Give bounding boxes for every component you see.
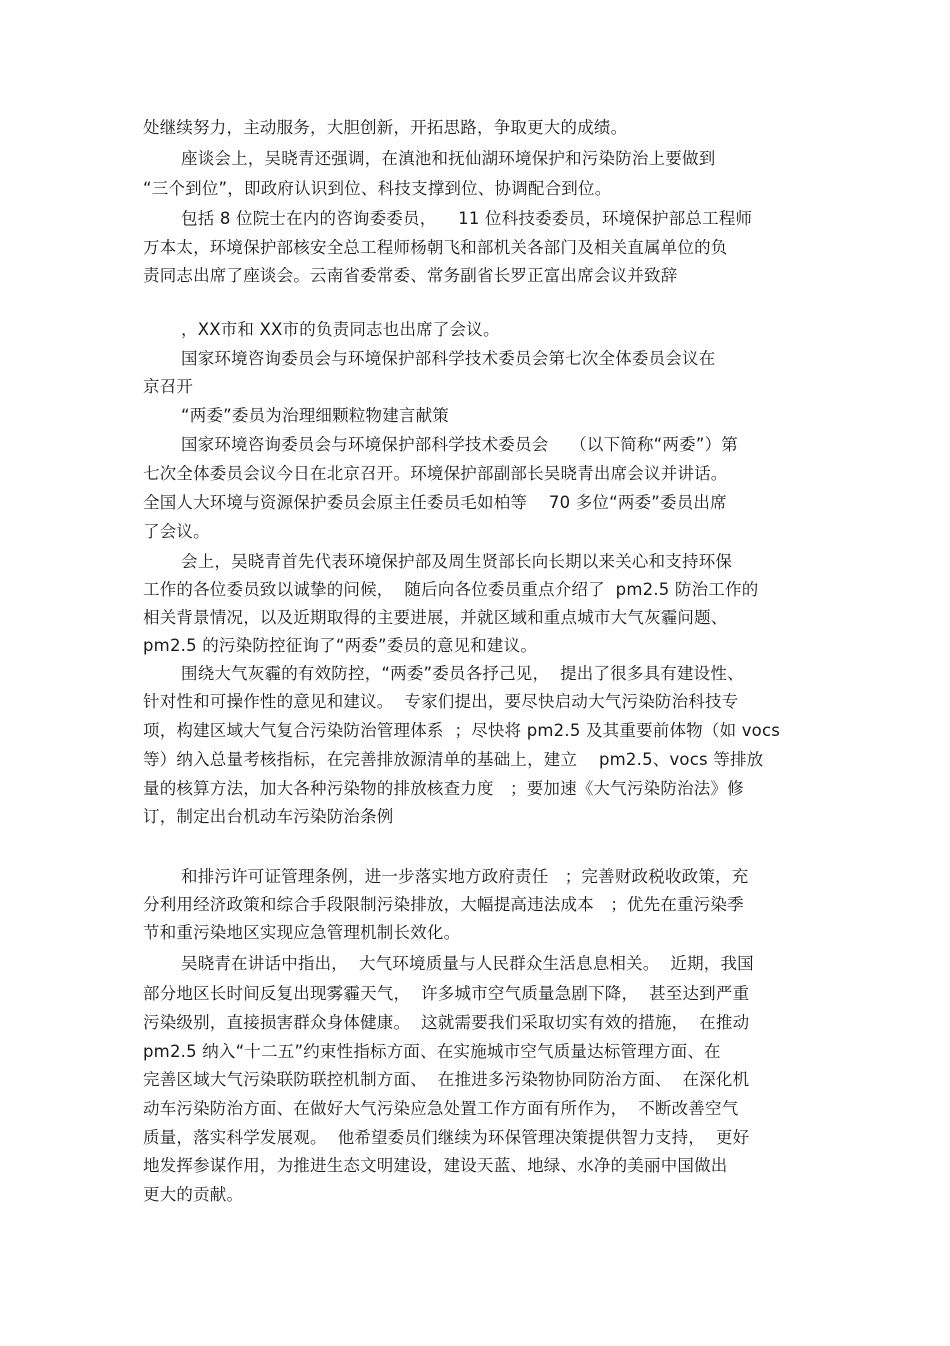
text-line: pm2.5 纳入“十二五”约束性指标方面、在实施城市空气质量达标管理方面、在 <box>143 1042 721 1061</box>
text-line: 七次全体委员会议今日在北京召开。环境保护部副部长吴晓青出席会议并讲话。 <box>143 464 728 483</box>
text-line: 处继续努力，主动服务，大胆创新，开拓思路，争取更大的成绩。 <box>143 118 628 137</box>
text-line: 吴晓青在讲话中指出， 大气环境质量与人民群众生活息息相关。 近期，我国 <box>181 954 754 973</box>
text-line: ，XX市和 XX市的负责同志也出席了会议。 <box>181 320 500 339</box>
text-line: 订，制定出台机动车污染防治条例 <box>143 807 394 826</box>
text-line: 围绕大气灰霾的有效防控，“两委”委员各抒己见， 提出了很多具有建设性、 <box>181 664 744 683</box>
text-line: 工作的各位委员致以诚挚的问候， 随后向各位委员重点介绍了 pm2.5 防治工作的 <box>143 580 759 599</box>
text-line: 动车污染防治方面、在做好大气污染应急处置工作方面有所作为， 不断改善空气 <box>143 1099 739 1118</box>
text-line: 座谈会上，吴晓青还强调，在滇池和抚仙湖环境保护和污染防治上要做到 <box>181 149 716 168</box>
text-line: 更大的贡献。 <box>143 1185 244 1204</box>
text-line: 相关背景情况，以及近期取得的主要进展，并就区域和重点城市大气灰霾问题、 <box>143 608 728 627</box>
text-line: 国家环境咨询委员会与环境保护部科学技术委员会第七次全体委员会议在 <box>181 349 716 368</box>
text-line: 和排污许可证管理条例，进一步落实地方政府责任 ；完善财政税收政策，充 <box>181 867 749 886</box>
text-line: 京召开 <box>143 377 194 396</box>
text-line: 完善区域大气污染联防联控机制方面、 在推进多污染物协同防治方面、 在深化机 <box>143 1070 750 1089</box>
text-line: 会上，吴晓青首先代表环境保护部及周生贤部长向长期以来关心和支持环保 <box>181 552 733 571</box>
text-line: 万本太，环境保护部核安全总工程师杨朝飞和部机关各部门及相关直属单位的负 <box>143 238 728 257</box>
text-line: 节和重污染地区实现应急管理机制长效化。 <box>143 923 461 942</box>
text-line: pm2.5 的污染防控征询了“两委”委员的意见和建议。 <box>143 636 538 655</box>
text-line: 项，构建区域大气复合污染防治管理体系 ；尽快将 pm2.5 及其重要前体物（如 vocs <box>143 721 781 740</box>
text-line: 质量，落实科学发展观。 他希望委员们继续为环保管理决策提供智力支持， 更好 <box>143 1128 750 1147</box>
text-line: “三个到位”，即政府认识到位、科技支撑到位、协调配合到位。 <box>143 179 612 198</box>
text-line: “两委”委员为治理细颗粒物建言献策 <box>181 406 449 425</box>
text-line: 等）纳入总量考核指标，在完善排放源清单的基础上，建立 pm2.5、vocs 等排放 <box>143 750 764 769</box>
text-line: 分利用经济政策和综合手段限制污染排放，大幅提高违法成本 ；优先在重污染季 <box>143 895 744 914</box>
text-line: 包括 8 位院士在内的咨询委委员， 11 位科技委委员，环境保护部总工程师 <box>181 209 753 228</box>
text-line: 针对性和可操作性的意见和建议。 专家们提出，要尽快启动大气污染防治科技专 <box>143 692 739 711</box>
text-line: 了会议。 <box>143 522 210 541</box>
text-line: 污染级别，直接损害群众身体健康。 这就需要我们采取切实有效的措施， 在推动 <box>143 1013 750 1032</box>
text-line: 部分地区长时间反复出现雾霾天气， 许多城市空气质量急剧下降， 甚至达到严重 <box>143 984 750 1003</box>
text-line: 全国人大环境与资源保护委员会原主任委员毛如柏等 70 多位“两委”委员出席 <box>143 493 727 512</box>
text-line: 量的核算方法，加大各种污染物的排放核查力度 ；要加速《大气污染防治法》修 <box>143 779 744 798</box>
text-line: 国家环境咨询委员会与环境保护部科学技术委员会 （以下简称“两委”）第 <box>181 435 738 454</box>
text-line: 地发挥参谋作用，为推进生态文明建设，建设天蓝、地绿、水净的美丽中国做出 <box>143 1156 728 1175</box>
text-line: 责同志出席了座谈会。云南省委常委、常务副省长罗正富出席会议并致辞 <box>143 266 678 285</box>
